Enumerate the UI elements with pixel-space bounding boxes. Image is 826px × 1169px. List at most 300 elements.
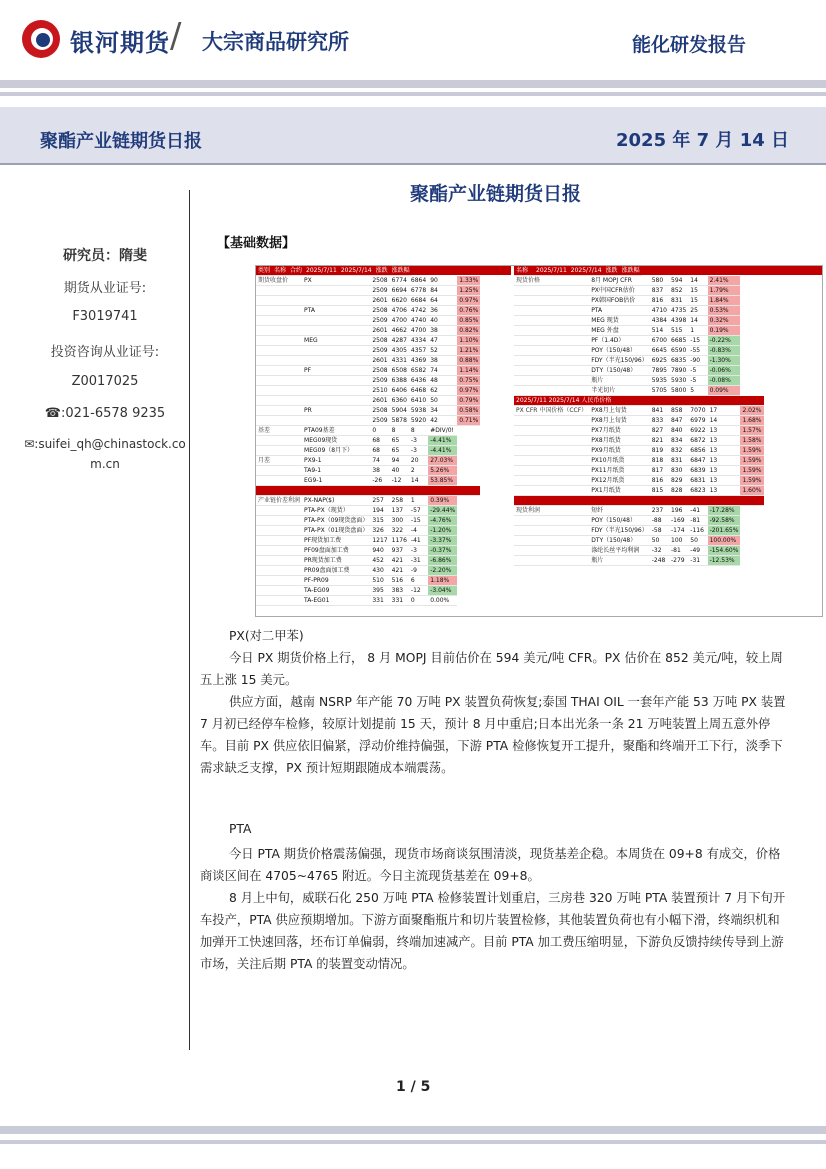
table-cell: [256, 436, 302, 446]
table-cell: -9: [409, 566, 428, 576]
table-cell: [256, 306, 302, 316]
table-row: [256, 506, 480, 516]
table-cell: 841: [650, 406, 669, 416]
department-name: 大宗商品研究所: [202, 30, 349, 54]
table-cell: 5938: [410, 407, 427, 414]
table-cell: 0.85%: [459, 317, 479, 324]
table-cell: 194: [370, 506, 389, 516]
table-cell: [256, 546, 302, 556]
table-cell: [514, 386, 589, 396]
table-cell: [302, 376, 370, 386]
table-cell: [302, 316, 370, 326]
table-row: [256, 326, 480, 336]
table-cell: 6645: [651, 347, 667, 354]
table-cell: -0.22%: [708, 336, 741, 346]
table-cell: PX8月上旬货: [589, 416, 650, 426]
table-row: [514, 556, 764, 566]
table-cell: 17: [708, 406, 741, 416]
table-row: [256, 346, 480, 356]
table-cell: 2508: [372, 407, 388, 414]
table-cell: 2509: [372, 377, 388, 384]
table-cell: 818: [650, 456, 669, 466]
table-cell: 6839: [690, 467, 706, 474]
table-cell: -154.60%: [709, 547, 739, 554]
table-cell: -0.06%: [708, 366, 741, 376]
table-cell: 0.53%: [708, 306, 741, 316]
table-cell: -12: [390, 476, 409, 486]
table-cell: 0.71%: [459, 417, 479, 424]
table-cell: #DIV/0!: [428, 426, 457, 436]
table-cell: 5705: [651, 387, 667, 394]
table-cell: [302, 346, 370, 356]
table-cell: [256, 326, 302, 336]
table-row: [256, 416, 480, 426]
table-cell: 5930: [671, 377, 687, 384]
table-row: [514, 286, 764, 296]
table-cell: -4.41%: [428, 446, 457, 456]
table-row: [256, 286, 480, 296]
table-cell: [514, 296, 589, 306]
table-cell: 5904: [391, 407, 407, 414]
table-cell: 42: [428, 416, 457, 426]
table-cell: -174: [669, 526, 688, 536]
table-cell: 2601: [372, 297, 388, 304]
left-table-body: [256, 276, 518, 606]
table-cell: 6590: [671, 347, 687, 354]
table-cell: 6856: [690, 447, 706, 454]
data-table: [255, 265, 823, 617]
table-cell: [256, 416, 302, 426]
header-stripe-thin: [0, 92, 826, 96]
table-cell: 1.60%: [742, 487, 762, 494]
table-cell: MEG09（8月下）: [302, 446, 370, 456]
table-cell: -15: [688, 336, 707, 346]
table-cell: [256, 516, 302, 526]
galaxy-logo-icon: [22, 20, 60, 58]
table-cell: [256, 316, 302, 326]
table-cell: 50: [650, 536, 669, 546]
table-cell: PX韩国FOB估价: [589, 296, 650, 306]
table-cell: 2: [409, 466, 428, 476]
table-cell: 815: [650, 486, 669, 496]
table-cell: 1.59%: [742, 477, 762, 484]
section-label: 【基础数据】: [217, 236, 296, 251]
table-cell: 基差: [256, 426, 302, 436]
table-cell: 6979: [690, 417, 706, 424]
table-cell: 0.97%: [459, 297, 479, 304]
table-cell: 47: [428, 336, 457, 346]
table-cell: -15: [409, 516, 428, 526]
table-cell: 1176: [391, 537, 407, 544]
table-cell: 2509: [372, 317, 388, 324]
table-cell: FDY（半光150/96）: [591, 357, 648, 364]
table-row: [514, 536, 764, 546]
table-cell: 6685: [671, 337, 687, 344]
table-cell: 现货价格: [514, 276, 589, 286]
consult-number: Z0017025: [71, 374, 139, 389]
table-cell: 0.97%: [459, 387, 479, 394]
table-cell: 涤纶长丝平均利润: [589, 546, 650, 556]
table-row: [514, 306, 764, 316]
table-header-cell: 涨跌幅: [621, 267, 640, 274]
table-row: [514, 506, 764, 516]
table-cell: -26: [370, 476, 389, 486]
table-cell: [256, 556, 302, 566]
table-cell: 瓶片: [589, 376, 650, 386]
table-cell: -201.65%: [709, 527, 739, 534]
table-cell: TA-EG01: [302, 596, 370, 606]
table-cell: 6406: [391, 387, 407, 394]
table-cell: 半光切片: [589, 386, 650, 396]
table-header-cell: 名称: [274, 267, 287, 274]
table-cell: 4710: [651, 307, 667, 314]
table-cell: 4369: [410, 357, 427, 364]
footer-stripe-thin: [0, 1140, 826, 1144]
table-cell: 40: [390, 466, 409, 476]
table-cell: 580: [650, 276, 669, 286]
table-cell: -57: [409, 506, 428, 516]
table-cell: 331: [370, 596, 389, 606]
table-cell: -3: [409, 446, 428, 456]
table-header-cell: 名称: [516, 267, 529, 274]
left-table-header: [256, 266, 511, 275]
table-cell: 6508: [391, 367, 407, 374]
px-paragraph-1: 今日 PX 期货价格上行， 8 月 MOPJ 目前估价在 594 美元/吨 CFR。PX 估价在 852 美元/吨，较上周五上涨 15 美元。: [200, 651, 783, 687]
table-cell: -6.86%: [428, 556, 457, 566]
table-cell: [514, 536, 589, 546]
table-row: [514, 466, 764, 476]
table-cell: PF: [302, 366, 370, 376]
table-cell: 421: [390, 566, 409, 576]
table-row: [514, 486, 764, 496]
table-row: [514, 516, 764, 526]
table-row: [514, 406, 764, 416]
table-cell: 837: [650, 286, 669, 296]
table-cell: [514, 466, 589, 476]
table-cell: 4735: [671, 307, 687, 314]
table-cell: -81: [688, 516, 707, 526]
table-cell: 5920: [410, 417, 427, 424]
table-cell: 2508: [372, 307, 388, 314]
table-cell: 4700: [391, 317, 407, 324]
table-row: [514, 336, 764, 346]
table-cell: 38: [428, 356, 457, 366]
table-cell: -169: [669, 516, 688, 526]
pta-paragraph-1: 今日 PTA 期货价格震荡偏强，现货市场商谈氛围清淡，现货基差企稳。本周货在 09+8 有成交，价格商谈区间在 4705~4765 附近。今日主流现货基差在 09+8。: [200, 847, 781, 883]
table-cell: 840: [669, 426, 688, 436]
table-cell: 847: [669, 416, 688, 426]
table-cell: 514: [650, 326, 669, 336]
table-cell: 6925: [651, 357, 667, 364]
table-cell: -29.44%: [430, 507, 456, 514]
table-cell: PR09盘面加工费: [302, 566, 370, 576]
table-cell: [514, 436, 589, 446]
table-cell: PX12月纸货: [589, 476, 650, 486]
table-row: [514, 456, 764, 466]
table-cell: 0.82%: [459, 327, 479, 334]
table-cell: 821: [650, 436, 669, 446]
table-cell: 现货利润: [514, 506, 589, 516]
table-cell: 383: [390, 586, 409, 596]
table-cell: 15: [688, 296, 707, 306]
table-cell: [256, 506, 302, 516]
table-cell: [514, 316, 589, 326]
table-row: [256, 336, 480, 346]
section-divider: [514, 496, 764, 506]
table-cell: 4742: [410, 307, 427, 314]
table-cell: 326: [370, 526, 389, 536]
table-cell: 14: [688, 276, 707, 286]
table-cell: 0.09%: [708, 386, 741, 396]
table-cell: 858: [669, 406, 688, 416]
table-cell: [514, 306, 589, 316]
table-cell: 816: [650, 476, 669, 486]
table-cell: PX9-1: [302, 456, 370, 466]
table-cell: 4398: [671, 317, 687, 324]
report-date: 2025 年 7 月 14 日: [616, 130, 790, 151]
table-cell: 331: [390, 596, 409, 606]
table-cell: -248: [650, 556, 669, 566]
footer-stripe: [0, 1126, 826, 1134]
table-cell: [256, 336, 302, 346]
table-cell: 1.58%: [742, 437, 762, 444]
table-cell: 62: [428, 386, 457, 396]
email-line-2: m.cn: [90, 457, 120, 471]
table-cell: 2509: [372, 347, 388, 354]
table-cell: -4: [409, 526, 428, 536]
table-cell: 90: [428, 276, 457, 286]
table-cell: [256, 446, 302, 456]
table-row: [514, 276, 764, 286]
table-cell: 2.02%: [742, 407, 762, 414]
table-cell: 7890: [671, 367, 687, 374]
table-cell: 8月 MOPJ CFR: [589, 276, 650, 286]
table-cell: 4334: [410, 337, 427, 344]
table-cell: -3.04%: [428, 586, 457, 596]
table-cell: 6778: [410, 287, 427, 294]
section-divider: [256, 486, 480, 496]
table-cell: 2510: [372, 387, 388, 394]
table-cell: PR现货加工费: [302, 556, 370, 566]
table-row: [256, 436, 480, 446]
table-cell: 937: [390, 546, 409, 556]
table-cell: [256, 466, 302, 476]
table-cell: 831: [669, 296, 688, 306]
table-row: [256, 536, 480, 546]
table-cell: 1.14%: [459, 367, 479, 374]
table-cell: [514, 546, 589, 556]
table-cell: PR: [302, 406, 370, 416]
table-cell: [256, 476, 302, 486]
table-row: [256, 316, 480, 326]
table-cell: PX11月纸货: [589, 466, 650, 476]
table-cell: 8: [390, 426, 409, 436]
table-cell: POY（150/48）: [589, 346, 650, 356]
table-cell: [302, 386, 370, 396]
table-cell: -12.53%: [708, 556, 741, 566]
table-cell: 2508: [372, 337, 388, 344]
table-cell: 6410: [410, 397, 427, 404]
table-cell: -3: [409, 546, 428, 556]
table-cell: 594: [669, 276, 688, 286]
table-cell: -0.08%: [708, 376, 741, 386]
table-cell: -31: [409, 556, 428, 566]
table-cell: 25: [688, 306, 707, 316]
table-cell: -31: [688, 556, 707, 566]
table-cell: [256, 596, 302, 606]
table-cell: 34: [428, 406, 457, 416]
researcher-name: 研究员：隋斐: [63, 248, 147, 264]
table-row: [256, 526, 480, 536]
table-cell: -32: [650, 546, 669, 556]
table-row: [514, 346, 764, 356]
px-paragraph-2: 供应方面，越南 NSRP 年产能 70 万吨 PX 装置负荷恢复;泰国 THAI OIL 一套年产能 53 万吨 PX 装置 7 月初已经停车检修，较原计划提前 15 天，预计 8 月中重启;日本出光条一条 21 万吨装置上周五意外停车。目前 PX 供应依旧偏紧，浮动价维持偏强，下游 PTA 检修恢复开工提升，聚酯和终端开工下行，淡季下需求缺乏支撑，PX 预计短期跟随成本端震荡。: [200, 695, 786, 775]
table-cell: [256, 396, 302, 406]
table-cell: 6700: [651, 337, 667, 344]
table-cell: [256, 346, 302, 356]
table-cell: 13: [708, 466, 741, 476]
table-cell: [514, 446, 589, 456]
table-cell: 74: [370, 456, 389, 466]
table-cell: 257: [370, 496, 389, 506]
table-cell: PX7月纸货: [589, 426, 650, 436]
table-cell: 1.33%: [459, 277, 479, 284]
table-cell: 14: [409, 476, 428, 486]
table-cell: [514, 556, 589, 566]
table-cell: [302, 286, 370, 296]
table-cell: 50: [688, 536, 707, 546]
table-cell: 5878: [391, 417, 407, 424]
table-row: [514, 436, 764, 446]
table-cell: PTA-PX（现货）: [302, 506, 370, 516]
table-row: [256, 456, 480, 466]
table-cell: 13: [708, 446, 741, 456]
table-cell: 38: [428, 326, 457, 336]
table-cell: -116: [688, 526, 707, 536]
table-cell: 94: [390, 456, 409, 466]
consult-label: 投资咨询从业证号:: [50, 345, 160, 360]
table-row: [256, 426, 480, 436]
table-cell: [256, 536, 302, 546]
table-cell: [256, 376, 302, 386]
table-cell: PX中国CFR估价: [589, 286, 650, 296]
table-cell: 期货收盘价: [256, 276, 302, 286]
table-cell: 6388: [391, 377, 407, 384]
right-table-header: [514, 266, 822, 275]
table-cell: [302, 356, 370, 366]
table-cell: 237: [650, 506, 669, 516]
table-cell: 2509: [372, 417, 388, 424]
table-cell: PF09盘面加工费: [302, 546, 370, 556]
pta-paragraph-2: 8 月上中旬，威联石化 250 万吨 PTA 检修装置计划重启，三房巷 320 万吨 PTA 装置预计 7 月下旬开车投产，PTA 供应预期增加。下游方面聚酯瓶片和切片装置检修，其他装置负荷也有小幅下滑，终端织机和加弹开工快速回落，坯布订单偏弱，终端加速减产。目前 PTA 加工费压缩明显，下游负反馈持续传导到上游市场，关注后期 PTA 的装置变动情况。: [200, 891, 786, 971]
table-cell: 819: [650, 446, 669, 456]
table-cell: 1.59%: [742, 467, 762, 474]
table-cell: 1.10%: [459, 337, 479, 344]
table-cell: PX CFR 中国价格（CCF）: [516, 407, 588, 414]
table-cell: 38: [370, 466, 389, 476]
table-cell: 84: [428, 286, 457, 296]
table-cell: 瓶片: [589, 556, 650, 566]
table-cell: [514, 376, 589, 386]
table-cell: 315: [370, 516, 389, 526]
table-cell: [514, 456, 589, 466]
table-cell: 940: [370, 546, 389, 556]
table-cell: -41: [688, 506, 707, 516]
page-number: 1 / 5: [396, 1079, 431, 1095]
table-cell: -41: [409, 536, 428, 546]
table-row: [256, 566, 480, 576]
table-cell: 1.59%: [742, 457, 762, 464]
table-cell: 1.57%: [742, 427, 762, 434]
table-cell: -1.30%: [708, 356, 741, 366]
table-cell: 5935: [651, 377, 667, 384]
table-cell: [256, 576, 302, 586]
table-row: [256, 306, 480, 316]
table-cell: PTA-PX（01现货盘面）: [304, 527, 369, 534]
table-cell: 5800: [671, 387, 687, 394]
table-cell: 2601: [372, 357, 388, 364]
table-row: [514, 526, 764, 536]
table-cell: 0.32%: [708, 316, 741, 326]
table-cell: [302, 296, 370, 306]
table-cell: 5.26%: [428, 466, 457, 476]
table-cell: [256, 566, 302, 576]
table-cell: 6: [409, 576, 428, 586]
table-cell: 322: [390, 526, 409, 536]
table-cell: 829: [669, 476, 688, 486]
report-title: 聚酯产业链期货日报: [40, 131, 202, 152]
table-cell: 4700: [410, 327, 427, 334]
table-cell: [514, 486, 589, 496]
table-cell: [256, 386, 302, 396]
table-cell: 0: [409, 596, 428, 606]
table-cell: 832: [669, 446, 688, 456]
table-cell: 27.03%: [428, 456, 457, 466]
table-cell: 816: [650, 296, 669, 306]
table-cell: MEG: [302, 336, 370, 346]
table-cell: PX8月纸货: [589, 436, 650, 446]
table-cell: 1.21%: [459, 347, 479, 354]
table-cell: 53.85%: [428, 476, 457, 486]
table-row: [256, 546, 480, 556]
table-cell: -88: [650, 516, 669, 526]
table-row: [256, 296, 480, 306]
brand-name: 银河期货: [70, 29, 170, 57]
table-cell: FDY（半光150/96）: [591, 527, 648, 534]
table-cell: 1.84%: [708, 296, 741, 306]
table-cell: -49: [688, 546, 707, 556]
table-cell: -2.20%: [428, 566, 457, 576]
table-cell: [514, 416, 589, 426]
table-row: [514, 546, 764, 556]
table-cell: 13: [708, 476, 741, 486]
cert-number: F3019741: [72, 309, 138, 324]
table-cell: 13: [708, 436, 741, 446]
table-cell: 6831: [690, 477, 706, 484]
table-row: [514, 416, 764, 426]
table-cell: 137: [390, 506, 409, 516]
table-cell: 0.75%: [459, 377, 479, 384]
table-cell: 258: [390, 496, 409, 506]
table-cell: 52: [428, 346, 457, 356]
table-cell: 68: [370, 436, 389, 446]
report-type: 能化研发报告: [632, 34, 747, 56]
table-cell: [256, 406, 302, 416]
table-row: [256, 596, 480, 606]
table-cell: 817: [650, 466, 669, 476]
table-cell: -5: [688, 376, 707, 386]
table-row: [256, 446, 480, 456]
